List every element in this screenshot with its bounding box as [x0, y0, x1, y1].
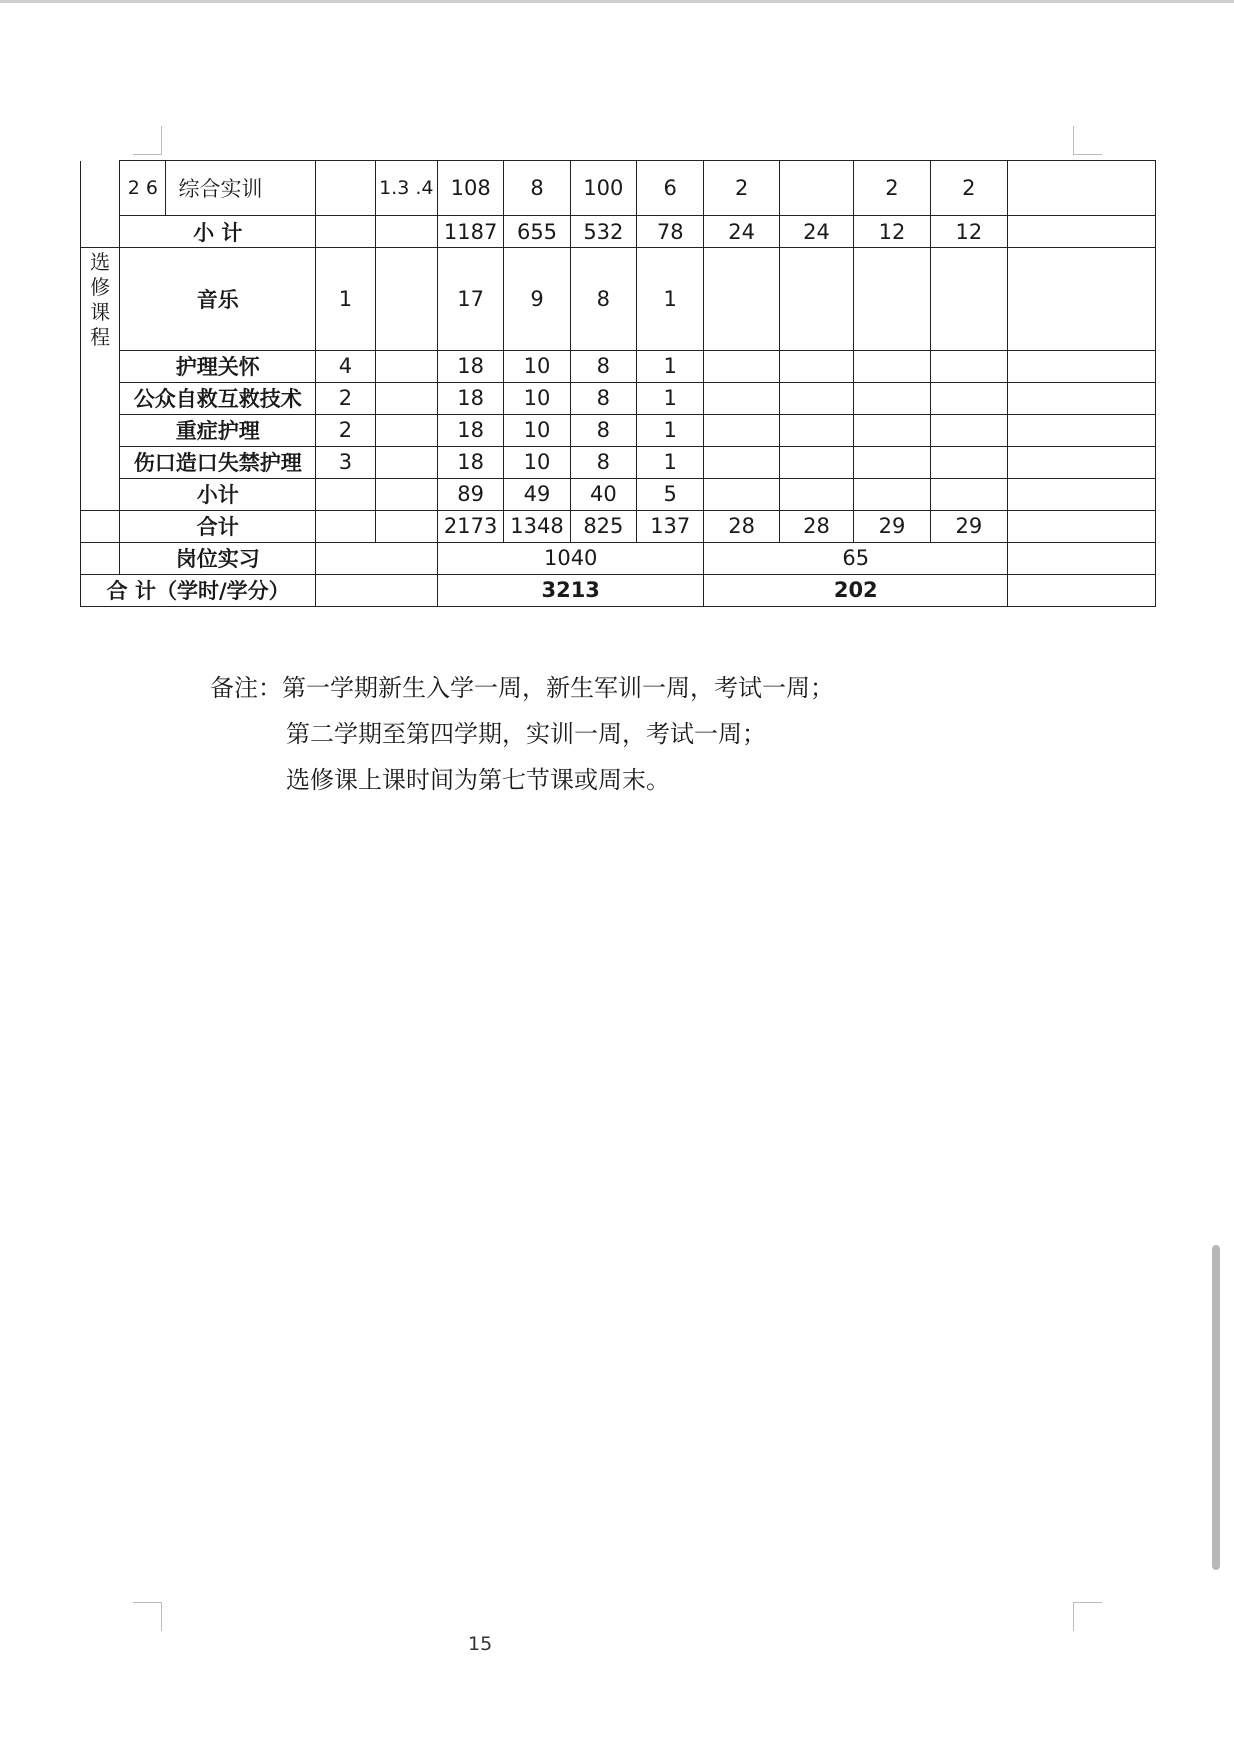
- cell: 655: [504, 216, 570, 248]
- note-line: 第二学期至第四学期，实训一周，考试一周；: [286, 720, 766, 748]
- table-row: [81, 161, 1156, 216]
- cell: 12: [930, 216, 1007, 248]
- cell: 18: [437, 414, 503, 446]
- course-name: 伤口造口失禁护理: [120, 446, 316, 478]
- cell: 1: [637, 350, 704, 382]
- cell: 9: [504, 248, 570, 351]
- crop-mark-top-right: [1073, 126, 1102, 155]
- cell: 24: [704, 216, 779, 248]
- internship-label: 岗位实习: [120, 542, 316, 574]
- note-line: 备注：第一学期新生入学一周，新生军训一周，考试一周；: [210, 674, 834, 702]
- crop-mark-bottom-right: [1073, 1602, 1102, 1631]
- note-line: 选修课上课时间为第七节课或周末。: [286, 766, 670, 794]
- cell: 49: [504, 478, 570, 510]
- cell: 18: [437, 446, 503, 478]
- table-row: [81, 478, 1156, 510]
- cell: 29: [930, 510, 1007, 542]
- cell: 28: [704, 510, 779, 542]
- table-row: [81, 510, 1156, 542]
- course-index: 2 6: [120, 161, 166, 216]
- cell: [779, 161, 853, 216]
- cell: 8: [570, 446, 636, 478]
- cell: 10: [504, 414, 570, 446]
- total-label: 合计: [120, 510, 316, 542]
- course-semester: 4: [316, 350, 375, 382]
- page-number: 15: [468, 1633, 493, 1655]
- grand-total-credits: 202: [704, 574, 1008, 606]
- cell: 18: [437, 350, 503, 382]
- cell: 108: [437, 161, 503, 216]
- cell: 2: [854, 161, 930, 216]
- cell: 1187: [437, 216, 503, 248]
- cell: 8: [504, 161, 570, 216]
- cell: 28: [779, 510, 853, 542]
- course-name: 重症护理: [120, 414, 316, 446]
- grand-total-label: 合 计（学时/学分）: [81, 574, 316, 606]
- cell: 2173: [437, 510, 503, 542]
- cell: 137: [637, 510, 704, 542]
- table-row: [81, 574, 1156, 606]
- cell: 18: [437, 382, 503, 414]
- course-name: 护理关怀: [120, 350, 316, 382]
- table-row: [81, 382, 1156, 414]
- cell: 40: [570, 478, 636, 510]
- course-semester: 1.3 .4: [375, 161, 437, 216]
- subtotal-label: 小 计: [120, 216, 316, 248]
- top-rule: [0, 0, 1234, 3]
- cell: 100: [570, 161, 636, 216]
- cell: 8: [570, 382, 636, 414]
- table-row: [81, 542, 1156, 574]
- notes: [210, 665, 834, 803]
- subtotal-label: 小计: [120, 478, 316, 510]
- scrollbar[interactable]: [1212, 1245, 1220, 1570]
- cell: 532: [570, 216, 636, 248]
- cell: 8: [570, 248, 636, 351]
- course-name: 公众自救互救技术: [120, 382, 316, 414]
- cell: 10: [504, 382, 570, 414]
- course-semester: 1: [316, 248, 375, 351]
- cell: 10: [504, 446, 570, 478]
- course-semester: 2: [316, 414, 375, 446]
- cell: 17: [437, 248, 503, 351]
- cell: 89: [437, 478, 503, 510]
- table-row: [81, 248, 1156, 351]
- cell: 5: [637, 478, 704, 510]
- cell: 10: [504, 350, 570, 382]
- table-row: [81, 216, 1156, 248]
- internship-credits: 65: [704, 542, 1008, 574]
- grand-total-hours: 3213: [437, 574, 703, 606]
- crop-mark-top-left: [133, 126, 162, 155]
- course-name: 综合实训: [166, 161, 316, 216]
- cell: 1: [637, 414, 704, 446]
- internship-hours: 1040: [437, 542, 703, 574]
- cell: 6: [637, 161, 704, 216]
- cell: 2: [704, 161, 779, 216]
- cell: 1: [637, 248, 704, 351]
- curriculum-table: [80, 160, 1156, 607]
- cell: 24: [779, 216, 853, 248]
- cell: 78: [637, 216, 704, 248]
- table-row: [81, 350, 1156, 382]
- cell: 29: [854, 510, 930, 542]
- cell: 2: [930, 161, 1007, 216]
- table-row: [81, 414, 1156, 446]
- cell: 1: [637, 382, 704, 414]
- course-semester: 3: [316, 446, 375, 478]
- course-name: 音乐: [120, 248, 316, 351]
- cell: 12: [854, 216, 930, 248]
- elective-group-label: 选 修 课 程: [81, 248, 120, 351]
- cell: 1348: [504, 510, 570, 542]
- cell: 8: [570, 414, 636, 446]
- cell: 825: [570, 510, 636, 542]
- course-semester: 2: [316, 382, 375, 414]
- table-row: [81, 446, 1156, 478]
- cell: 8: [570, 350, 636, 382]
- crop-mark-bottom-left: [133, 1602, 162, 1631]
- cell: 1: [637, 446, 704, 478]
